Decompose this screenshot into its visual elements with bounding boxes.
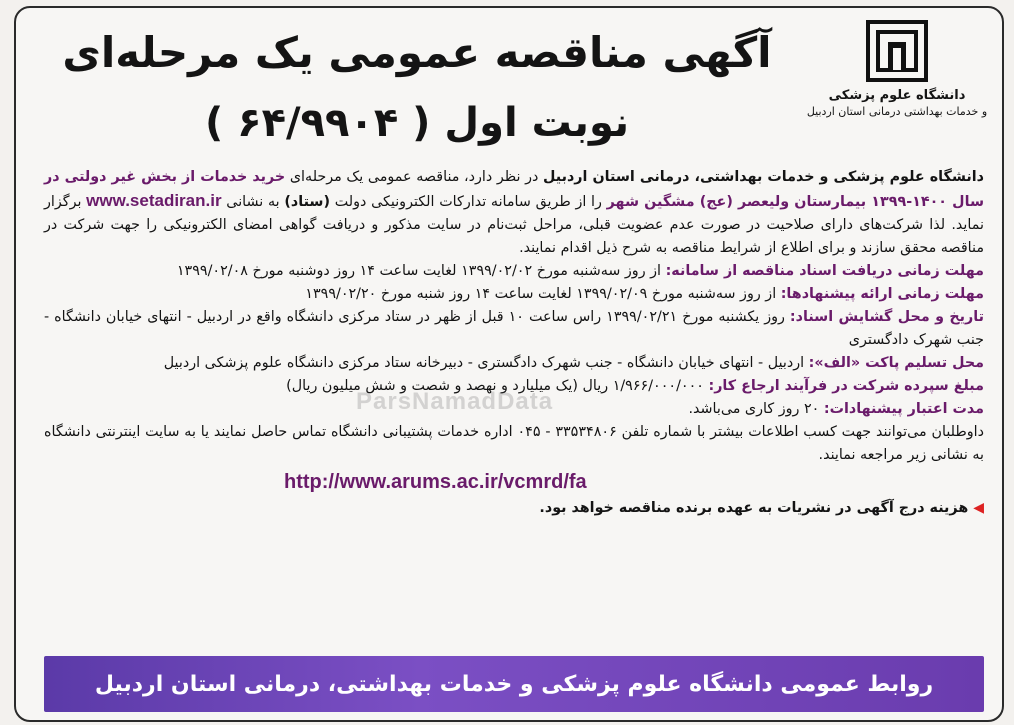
footer-banner (44, 656, 984, 712)
setad-website-link[interactable]: www.setadiran.ir (86, 191, 222, 210)
packet-delivery-label: محل تسلیم پاکت «الف»: (808, 355, 984, 371)
publication-cost-text: هزینه درج آگهی در نشریات به عهده برنده مناقصه خواهد بود. (539, 500, 969, 516)
contact-info: داوطلبان می‌توانند جهت کسب اطلاعات بیشتر با شماره تلفن ۳۳۵۳۴۸۰۶ - ۰۴۵ اداره خدمات پشتیبانی دانشگاه تماس حاصل نمایند یا به سایت اینترنتی دانشگاه به نشانی زیر مراجعه نمایند. (44, 424, 985, 463)
notice-body (44, 166, 984, 520)
deposit-amount-text: ۱/۹۶۶/۰۰۰/۰۰۰ ریال (یک میلیارد و نهصد و شصت و شش میلیون ریال) (286, 378, 709, 394)
intro-tender-subject: خرید خدمات از بخش غیر دولتی در سال ۱۴۰۰-۱۳۹۹ بیمارستان ولیعصر (عج) مشگین شهر (44, 169, 985, 210)
bid-validity-label: مدت اعتبار پیشنهادات: (823, 401, 984, 417)
logo-university-subtitle: و خدمات بهداشتی درمانی استان اردبیل (806, 105, 988, 118)
bids-deadline-text: از روز سه‌شنبه مورخ ۱۳۹۹/۰۲/۰۹ لغایت ساعت ۱۴ روز شنبه مورخ ۱۳۹۹/۰۲/۲۰ (305, 286, 781, 302)
intro-text-3: به نشانی (221, 194, 285, 210)
intro-paragraph (44, 166, 984, 260)
docs-deadline (44, 260, 984, 283)
deposit-amount-label: مبلغ سپرده شرکت در فرآیند ارجاع کار: (708, 378, 984, 394)
bids-deadline (44, 283, 984, 306)
footer-text: روابط عمومی دانشگاه علوم پزشکی و خدمات بهداشتی، درمانی استان اردبیل (94, 671, 934, 697)
logo-university-name: دانشگاه علوم پزشکی (828, 88, 966, 103)
watermark: ParsNamadData (356, 388, 554, 415)
packet-delivery-text: اردبیل - انتهای خیابان دانشگاه - جنب شهرک دادگستری - دبیرخانه ستاد مرکزی دانشگاه علوم پزشکی اردبیل (163, 355, 809, 371)
opening-info-text: روز یکشنبه مورخ ۱۳۹۹/۰۲/۲۱ راس ساعت ۱۰ قبل از ظهر در ستاد مرکزی دانشگاه واقع در اردبیل - انتهای خیابان دانشگاه - جنب شهرک دادگستری (44, 309, 984, 348)
intro-text-4: برگزار نماید. لذا شرکت‌های دارای صلاحیت در صورت عدم عضویت قبلی، مراحل ثبت‌نام در سایت مذکور و دریافت گواهی امضای الکترونیکی را جهت شرکت در مناقصه محقق سازند و برای اطلاع از شرایط مناقصه به شرح ذیل اقدام نمایند. (44, 194, 984, 256)
notice-frame (14, 6, 1004, 722)
bid-validity (44, 398, 984, 421)
intro-text-2: را از طریق سامانه تدارکات الکترونیکی دولت (330, 194, 607, 210)
intro-text-1: در نظر دارد، مناقصه عمومی یک مرحله‌ای (285, 169, 543, 185)
university-logo-block (802, 18, 992, 168)
notice-round: نوبت اول ( ۶۴/۹۹۰۴ ) (204, 100, 630, 146)
opening-info-label: تاریخ و محل گشایش اسناد: (789, 309, 985, 325)
opening-info (44, 306, 984, 352)
bids-deadline-label: مهلت زمانی ارائه پیشنهادها: (780, 286, 984, 302)
docs-deadline-text: از روز سه‌شنبه مورخ ۱۳۹۹/۰۲/۰۲ لغایت ساعت ۱۴ روز دوشنبه مورخ ۱۳۹۹/۰۲/۰۸ (176, 263, 666, 279)
university-website-link[interactable]: http://www.arums.ac.ir/vcmrd/fa (284, 471, 587, 493)
intro-university: دانشگاه علوم پزشکی و خدمات بهداشتی، درمانی استان اردبیل (542, 169, 985, 185)
bid-validity-text: ۲۰ روز کاری می‌باشد. (688, 401, 824, 417)
notice-title: آگهی مناقصه عمومی یک مرحله‌ای (62, 28, 772, 77)
packet-delivery (44, 352, 984, 375)
publication-cost-note (44, 497, 984, 520)
university-logo-icon (864, 18, 930, 84)
deposit-amount (44, 375, 984, 398)
docs-deadline-label: مهلت زمانی دریافت اسناد مناقصه از سامانه: (665, 263, 984, 279)
intro-setad: (ستاد) (284, 194, 330, 210)
arrow-icon: ◀ (973, 500, 984, 516)
